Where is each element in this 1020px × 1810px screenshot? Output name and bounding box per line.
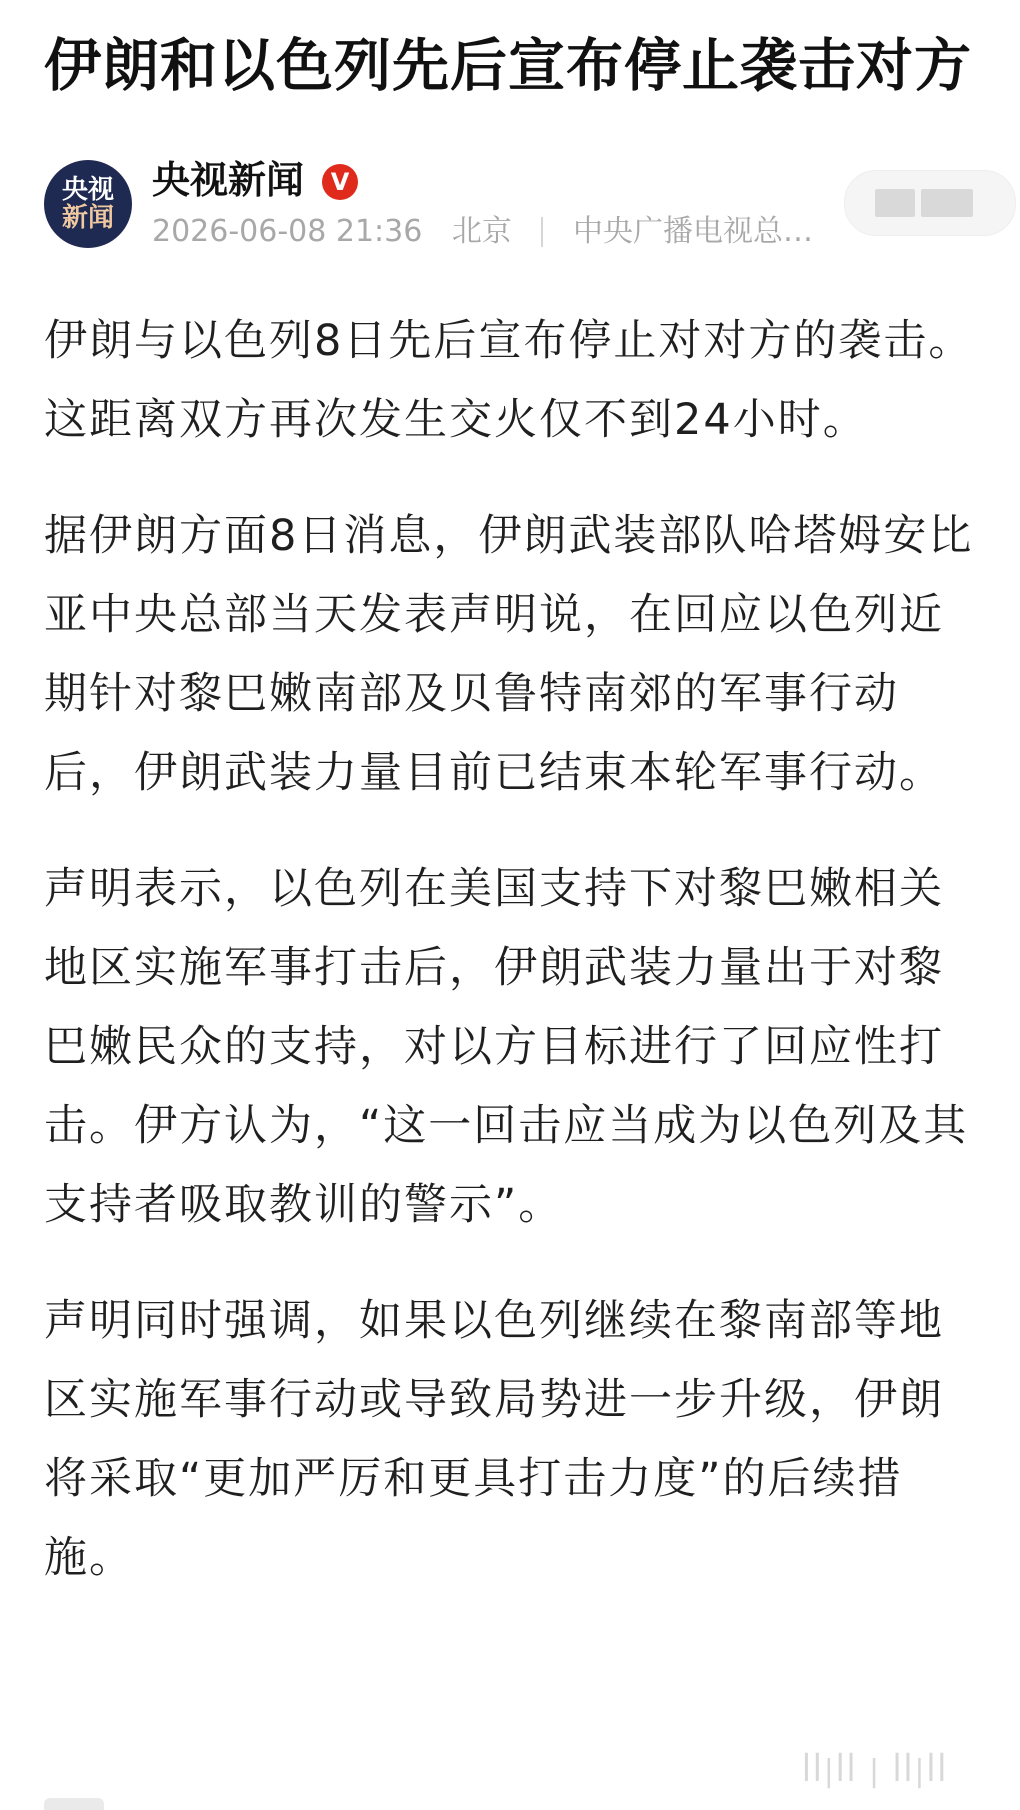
article-paragraph: 据伊朗方面8日消息，伊朗武装部队哈塔姆安比亚中央总部当天发表声明说，在回应以色列近期针对黎巴嫩南部及贝鲁特南郊的军事行动后，伊朗武装力量目前已结束本轮军事行动。 [44,511,974,798]
author-organization: 中央广播电视总… [572,214,813,249]
publish-timestamp: 2026-06-08 21:36 [152,214,423,249]
article-paragraph: 声明表示，以色列在美国支持下对黎巴嫩相关地区实施军事打击后，伊朗武装力量出于对黎巴嫩民众的支持，对以方目标进行了回应性打击。伊方认为，“这一回击应当成为以色列及其支持者吸取教训的警示”。 [44,864,969,1230]
publish-location: 北京 [451,214,512,249]
article-meta [152,212,852,252]
author-avatar[interactable] [44,160,132,248]
meta-divider [541,217,543,247]
article-paragraph: 声明同时强调，如果以色列继续在黎南部等地区实施军事行动或导致局势进一步升级，伊朗将采取“更加严厉和更具打击力度”的后续措施。 [44,1296,944,1583]
watermark-logo: ꟾꟾ|ꟾꟾ | ꟾꟾ|ꟾꟾ [802,1754,949,1789]
blurred-label-block [875,189,915,217]
follow-button[interactable] [844,170,1016,236]
article-body [44,302,984,1635]
blurred-label-block [921,189,973,217]
author-row [44,160,984,256]
verified-badge-icon: V [322,164,358,200]
avatar-text-bottom: 新闻 [61,203,114,233]
article-title: 伊朗和以色列先后宣布停止袭击对方 [44,33,972,99]
bottom-toolbar-edge [44,1798,104,1810]
avatar-text-top: 央视 [61,175,114,205]
article-paragraph: 伊朗与以色列8日先后宣布停止对对方的袭击。这距离双方再次发生交火仅不到24小时。 [44,316,974,445]
author-name[interactable]: 央视新闻 [152,158,305,202]
